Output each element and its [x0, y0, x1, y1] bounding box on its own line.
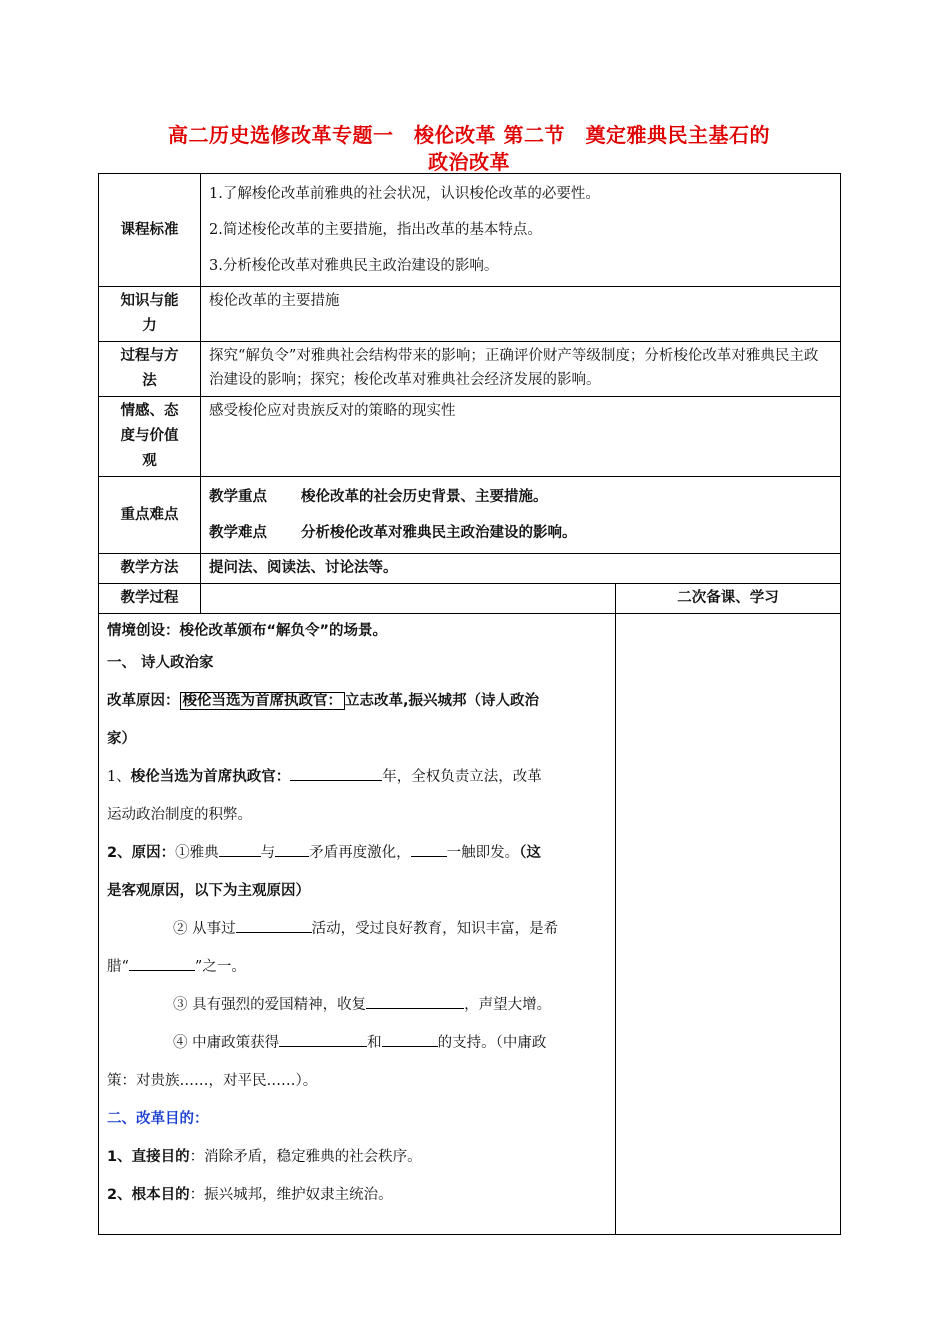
- reform-reason-continued: 家）: [107, 731, 136, 747]
- section-poet-statesman: 一、 诗人政治家: [107, 655, 214, 671]
- question-1: 1、梭伦当选为首席执政官： 年，全权负责立法，改革: [107, 758, 607, 796]
- label-knowledge-ability: 知识与能 力: [99, 287, 201, 342]
- question-2: 2、原因：①雅典 与 矛盾再度激化， 一触即发。（这: [107, 834, 607, 872]
- fill-blank[interactable]: [219, 842, 261, 857]
- question-5-continued: 策：对贵族……，对平民……）。: [107, 1073, 318, 1089]
- section-reform-purpose: 二、改革目的：: [107, 1111, 209, 1127]
- purpose-direct: 1、直接目的：消除矛盾，稳定雅典的社会秩序。: [107, 1149, 422, 1165]
- secondary-preparation-column: [616, 614, 841, 1235]
- label-secondary-preparation: 二次备课、学习: [616, 584, 841, 614]
- teaching-method-content: 提问法、阅读法、讨论法等。: [201, 554, 841, 584]
- curriculum-item: 1.了解梭伦改革前雅典的社会状况，认识梭伦改革的必要性。: [209, 186, 600, 202]
- teaching-difficulty: 教学难点 分析梭伦改革对雅典民主政治建设的影响。: [209, 525, 577, 541]
- row-teaching-process-body: [99, 614, 841, 1235]
- label-process-method: 过程与方 法: [99, 342, 201, 397]
- fill-blank[interactable]: [236, 918, 312, 933]
- row-teaching-method: [99, 554, 841, 584]
- document-title: [98, 122, 840, 176]
- fill-blank[interactable]: [279, 1032, 367, 1047]
- reform-reason: 改革原因： 梭伦当选为首席执政官： 立志改革,振兴城邦（诗人政治: [107, 693, 540, 709]
- label-curriculum-standards: 课程标准: [99, 174, 201, 287]
- label-teaching-method: 教学方法: [99, 554, 201, 584]
- row-emotion-values: [99, 397, 841, 477]
- curriculum-standards-content: [201, 174, 841, 287]
- row-knowledge-ability: [99, 287, 841, 342]
- teaching-process-header-blank: [201, 584, 616, 614]
- title-line-1: 高二历史选修改革专题一 梭伦改革 第二节 奠定雅典民主基石的: [168, 123, 770, 147]
- teaching-process-content: [99, 614, 616, 1235]
- fill-blank[interactable]: [290, 766, 382, 781]
- fill-blank[interactable]: [382, 1032, 438, 1047]
- row-process-method: [99, 342, 841, 397]
- boxed-answer: 梭伦当选为首席执政官：: [180, 692, 346, 710]
- row-curriculum-standards: [99, 174, 841, 287]
- question-1-continued: 运动政治制度的积弊。: [107, 807, 252, 823]
- question-5: ④ 中庸政策获得 和 的支持。（中庸政: [107, 1024, 607, 1062]
- label-emotion-values: 情感、态 度与价值 观: [99, 397, 201, 477]
- title-line-2: 政治改革: [428, 150, 510, 174]
- purpose-fundamental: 2、根本目的：振兴城邦，维护奴隶主统治。: [107, 1187, 393, 1203]
- question-2-note: 是客观原因，以下为主观原因）: [107, 883, 310, 899]
- fill-blank[interactable]: [411, 842, 447, 857]
- question-3: ② 从事过 活动，受过良好教育，知识丰富，是希: [107, 910, 607, 948]
- row-teaching-process-header: [99, 584, 841, 614]
- curriculum-item: 3.分析梭伦改革对雅典民主政治建设的影响。: [209, 258, 499, 274]
- scenario-intro: 情境创设：梭伦改革颁布“解负令”的场景。: [107, 623, 388, 639]
- knowledge-ability-content: 梭伦改革的主要措施: [201, 287, 841, 342]
- question-4: ③ 具有强烈的爱国精神，收复 ，声望大增。: [107, 986, 607, 1024]
- lesson-plan-table: [98, 173, 841, 1235]
- key-difficult-points-content: [201, 477, 841, 554]
- label-key-difficult-points: 重点难点: [99, 477, 201, 554]
- row-key-difficult-points: [99, 477, 841, 554]
- teaching-focus: 教学重点 梭伦改革的社会历史背景、主要措施。: [209, 489, 548, 505]
- fill-blank[interactable]: [275, 842, 309, 857]
- fill-blank[interactable]: [129, 956, 195, 971]
- fill-blank[interactable]: [366, 994, 464, 1009]
- curriculum-item: 2.简述梭伦改革的主要措施，指出改革的基本特点。: [209, 222, 542, 238]
- emotion-values-content: 感受梭伦应对贵族反对的策略的现实性: [201, 397, 841, 477]
- process-method-content: 探究“解负令”对雅典社会结构带来的影响；正确评价财产等级制度；分析梭伦改革对雅典民主政治建设的影响；探究；梭伦改革对雅典社会经济发展的影响。: [201, 342, 841, 397]
- label-teaching-process: 教学过程: [99, 584, 201, 614]
- question-3-continued: 腊“ ”之一。: [107, 948, 607, 986]
